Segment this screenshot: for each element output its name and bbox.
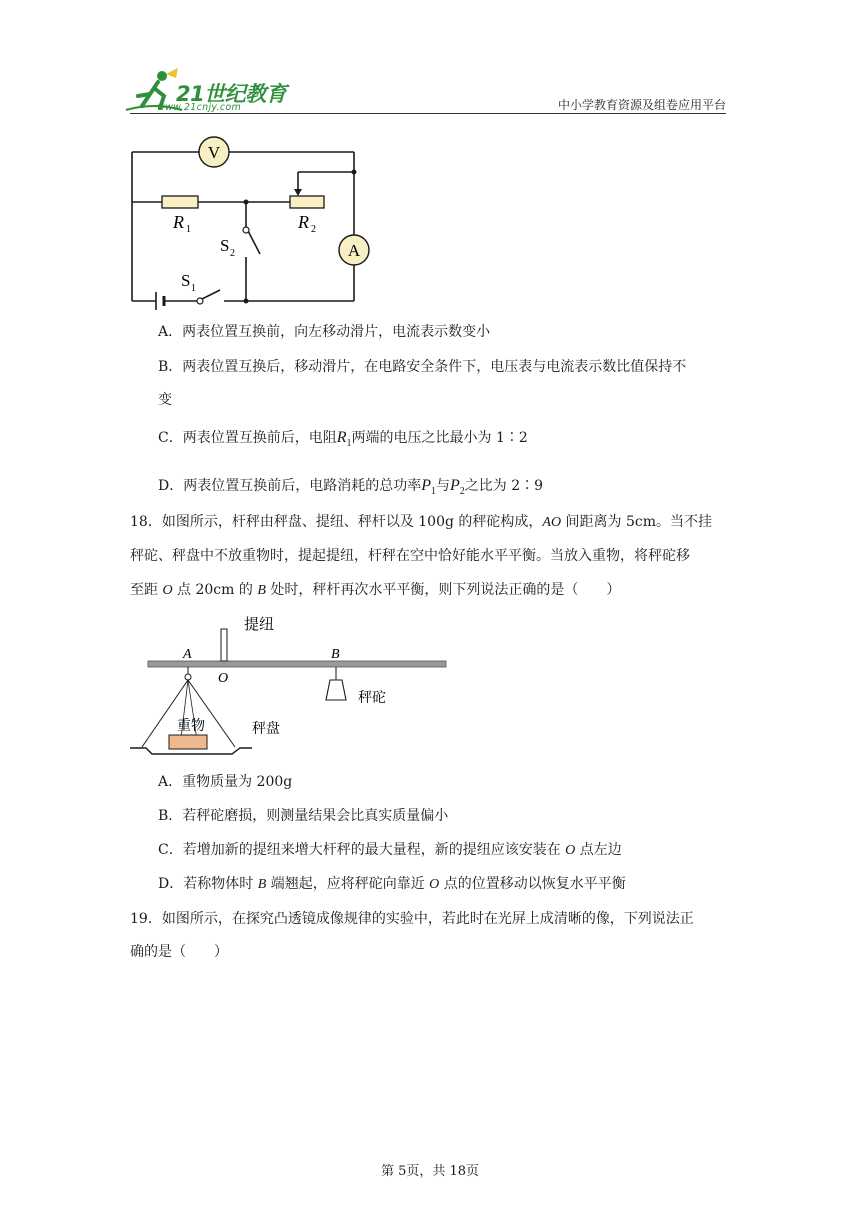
q17-option-c: C．两表位置互换前后，电阻$R_1$两端的电压之比最小为 1∶2 bbox=[158, 429, 528, 450]
steelyard-beam bbox=[148, 661, 446, 667]
label-b: B bbox=[331, 647, 340, 662]
object-block bbox=[169, 735, 207, 749]
q17-option-b-line1: B．两表位置互换后，移动滑片，在电路安全条件下，电压表与电流表示数比值保持不 bbox=[158, 359, 687, 375]
resistor-r2 bbox=[290, 196, 324, 208]
r2-sub: 2 bbox=[311, 224, 316, 235]
resistor-r1 bbox=[162, 196, 198, 208]
voltmeter-label: V bbox=[207, 143, 221, 162]
page-number: 第 5页，共 18页 bbox=[380, 1164, 480, 1179]
q18-line3: 至距 O 点 20cm 的 B 处时，秤杆再次水平平衡，则下列说法正确的是（ ） bbox=[130, 582, 621, 598]
label-weight: 秤砣 bbox=[358, 691, 386, 706]
q18-option-b: B．若秤砣磨损，则测量结果会比真实质量偏小 bbox=[158, 808, 449, 824]
label-pan: 秤盘 bbox=[252, 722, 280, 737]
q18-line2: 秤砣、秤盘中不放重物时，提起提纽，杆秤在空中恰好能水平平衡。当放入重物，将秤砣移 bbox=[130, 548, 690, 564]
slider-arrow-icon bbox=[294, 189, 302, 196]
steelyard-diagram bbox=[120, 608, 460, 758]
ammeter-label: A bbox=[347, 241, 361, 260]
s1-sub: 1 bbox=[191, 283, 196, 294]
q17-option-a: A．两表位置互换前，向左移动滑片，电流表示数变小 bbox=[158, 324, 491, 340]
s2-label: S bbox=[220, 236, 230, 255]
q18-option-d: D．若称物体时 B 端翘起，应将秤砣向靠近 O 点的位置移动以恢复水平平衡 bbox=[158, 876, 626, 892]
logo-url: www.21cnjy.com bbox=[157, 102, 242, 113]
logo bbox=[124, 66, 294, 116]
q17-option-d: D．两表位置互换前后，电路消耗的总功率$P_1$与$P_2$之比为 2∶9 bbox=[158, 477, 544, 498]
q19-line1: 19．如图所示，在探究凸透镜成像规律的实验中，若此时在光屏上成清晰的像，下列说法正 bbox=[130, 911, 694, 927]
q17-option-b-line2: 变 bbox=[158, 392, 172, 408]
s1-label: S bbox=[181, 271, 191, 290]
counterweight bbox=[326, 680, 346, 700]
label-tizu: 提纽 bbox=[244, 617, 275, 633]
q18-line1: 18．如图所示，杆秤由秤盘、提纽、秤杆以及 100g 的秤砣构成，AO 间距离为 5cm。当不挂 bbox=[130, 514, 713, 530]
r1-label: R bbox=[173, 212, 184, 232]
q19-line2: 确的是（ ） bbox=[130, 944, 228, 960]
logo-text: 21世纪教育 bbox=[176, 82, 287, 106]
label-object: 重物 bbox=[177, 719, 205, 734]
q18-option-c: C．若增加新的提纽来增大杆秤的最大量程，新的提纽应该安装在 O 点左边 bbox=[158, 842, 622, 858]
lifting-cord bbox=[221, 629, 227, 661]
platform-label: 中小学教育资源及组卷应用平台 bbox=[557, 98, 726, 112]
s2-sub: 2 bbox=[230, 248, 235, 259]
r1-sub: 1 bbox=[186, 224, 191, 235]
label-a: A bbox=[183, 647, 192, 662]
r2-label: R bbox=[298, 212, 309, 232]
header-divider bbox=[130, 113, 726, 114]
label-o: O bbox=[218, 671, 229, 686]
q18-option-a: A．重物质量为 200g bbox=[158, 774, 293, 790]
circuit-diagram bbox=[120, 132, 380, 310]
